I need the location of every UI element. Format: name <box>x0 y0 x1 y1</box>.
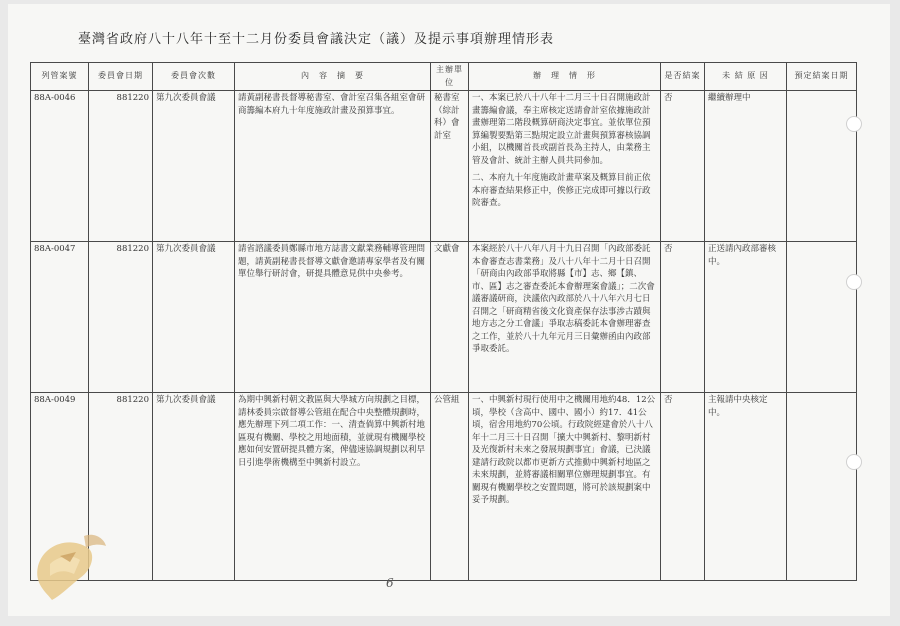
progress-paragraph: 本案經於八十八年八月十九日召開「內政部委託本會審查志書業務」及八十八年十二月十日召開「研商由內政部爭取將縣【市】志、鄉【鎮、市、區】志之審查委託本會辦理案會議」；二次會議審議研商，決議依內政部於八十八年六月七日召開之「研商精省後文化資產保存法事涉古蹟與地方志之分工會議」爭取志稿委託本會辦理審查之工作，並於八十九年元月三日彙辦函由內政部爭取委託。 <box>472 244 655 354</box>
meeting-number: 第九次委員會議 <box>153 242 235 393</box>
progress-paragraph: 一、中興新村現行使用中之機關用地約48．12公頃，學校（含高中、國中、國小）約17．41公頃，宿舍用地約70公頃。行政院經建會於八十八年十二月三十日召開「擴大中興新村、黎明新村及光復新村未來之發展規劃事宜」會議，已決議建請行政院以都市更新方式推動中興新村地區之未來規劃，並將審議相關單位辦理規劃事宜。有關現有機關學校之安置問題，將可於該規劃案中妥予規劃。 <box>472 395 656 505</box>
unit-cell: 公管組 <box>431 393 469 581</box>
summary-cell: 為期中興新村朝文教區與大學城方向規劃之目標，請林委員宗啟督導公管組在配合中央整體規劃時，應先辦理下列二項工作：一、清查倘算中興新村地區現有機關、學校之用地面積，並就現有機關學校應如何安置研提具體方案，俾儘速協調規劃以利早日引進學術機構至中興新村設立。 <box>235 393 431 581</box>
table-row <box>31 393 857 581</box>
meeting-number: 第九次委員會議 <box>153 91 235 242</box>
page-number: 6 <box>386 576 394 590</box>
header-closed: 是否結案 <box>661 63 705 91</box>
binder-hole <box>846 454 862 470</box>
closed-cell: 否 <box>661 393 705 581</box>
meeting-date: 881220 <box>89 91 153 242</box>
reason-cell: 繼續辦理中 <box>705 91 787 242</box>
binder-hole <box>846 274 862 290</box>
binder-hole <box>846 116 862 132</box>
closed-cell: 否 <box>661 242 705 393</box>
meeting-date: 881220 <box>89 242 153 393</box>
meeting-number: 第九次委員會議 <box>153 393 235 581</box>
progress-cell <box>469 242 661 393</box>
header-summary: 內 容 摘 要 <box>235 63 431 91</box>
case-no: 88A-0047 <box>31 242 89 393</box>
progress-cell <box>469 91 661 242</box>
page-title: 臺灣省政府八十八年十至十二月份委員會議決定（議）及提示事項辦理情形表 <box>78 32 555 47</box>
due-cell <box>787 91 857 242</box>
archive-logo-icon <box>30 526 120 606</box>
summary-cell: 請省諮議委員鄭縣市地方誌書文獻業務輔導管理問題，請黃副秘書長督導文獻會邀請專家學者及有關單位舉行研討會，研提具體意見供中央參考。 <box>235 242 431 393</box>
header-meeting: 委員會次數 <box>153 63 235 91</box>
table-row <box>31 242 857 393</box>
unit-cell: 秘書室（綜計科）會計室 <box>431 91 469 242</box>
header-progress: 辦 理 情 形 <box>469 63 661 91</box>
case-no: 88A-0046 <box>31 91 89 242</box>
header-row <box>31 63 857 91</box>
header-reason: 未 結 原 因 <box>705 63 787 91</box>
progress-paragraph: 二、本府九十年度施政計畫草案及概算目前正依本府審查結果修正中，俟修正完成即可據以行政院審查。 <box>472 173 651 208</box>
table-row <box>31 91 857 242</box>
due-cell <box>787 393 857 581</box>
header-due: 預定結案日期 <box>787 63 857 91</box>
due-cell <box>787 242 857 393</box>
meeting-date: 881220 <box>89 393 153 581</box>
header-case-no: 列管案號 <box>31 63 89 91</box>
closed-cell: 否 <box>661 91 705 242</box>
case-table <box>30 62 857 581</box>
progress-cell <box>469 393 661 581</box>
document-page <box>8 4 890 616</box>
unit-cell: 文獻會 <box>431 242 469 393</box>
header-unit: 主辦單位 <box>431 63 469 91</box>
case-no: 88A-0049 <box>31 393 89 581</box>
reason-cell: 主報請中央核定中。 <box>705 393 787 581</box>
header-date: 委員會日期 <box>89 63 153 91</box>
summary-cell: 請黃副秘書長督導秘書室、會計室召集各組室會研商籌編本府九十年度施政計畫及預算事宜。 <box>235 91 431 242</box>
reason-cell: 正送請內政部審核中。 <box>705 242 787 393</box>
progress-paragraph: 一、本案已於八十八年十二月三十日召開施政計畫籌編會議，奉主席核定送請會計室依據施政計畫辦理第二階段概算研商決定事宜。並依單位預算編製要點第三點規定設立計畫與預算審核協調小組，以機關首長或副首長為主持人，由業務主管及會計、統計主辦人員共同參加。 <box>472 93 651 166</box>
